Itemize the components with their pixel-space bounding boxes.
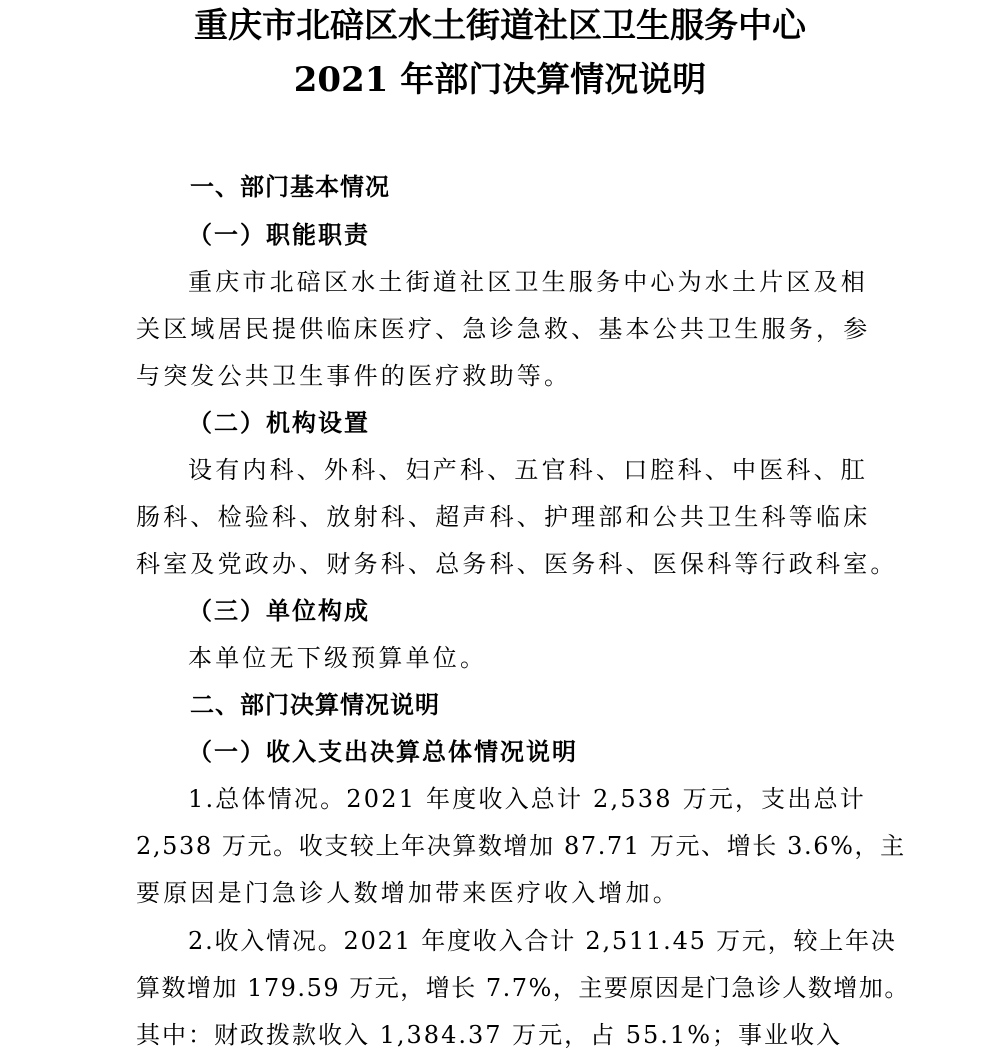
paragraph-line: 关区域居民提供临床医疗、急诊急救、基本公共卫生服务，参 — [136, 315, 871, 343]
paragraph-line: 肠科、检验科、放射科、超声科、护理部和公共卫生科等临床 — [136, 503, 871, 531]
paragraph-line: 要原因是门急诊人数增加带来医疗收入增加。 — [136, 879, 680, 907]
document-title-line-1: 重庆市北碚区水土街道社区卫生服务中心 — [194, 6, 806, 46]
paragraph-line: 本单位无下级预算单位。 — [188, 644, 488, 672]
section-1-3-heading: （三）单位构成 — [188, 596, 370, 625]
paragraph-line: 2.收入情况。2021 年度收入合计 2,511.45 万元，较上年决 — [188, 927, 897, 955]
paragraph-line: 科室及党政办、财务科、总务科、医务科、医保科等行政科室。 — [136, 550, 898, 578]
document-title-line-2: 2021 年部门决算情况说明 — [293, 60, 707, 100]
paragraph-line: 算数增加 179.59 万元，增长 7.7%，主要原因是门急诊人数增加。 — [136, 974, 910, 1002]
paragraph-line: 与突发公共卫生事件的医疗救助等。 — [136, 362, 572, 390]
section-2-1-heading: （一）收入支出决算总体情况说明 — [188, 737, 578, 766]
section-1-2-heading: （二）机构设置 — [188, 408, 370, 437]
section-1-1-heading: （一）职能职责 — [188, 220, 370, 249]
paragraph-line: 重庆市北碚区水土街道社区卫生服务中心为水土片区及相 — [188, 268, 868, 296]
paragraph-line: 设有内科、外科、妇产科、五官科、口腔科、中医科、肛 — [188, 456, 868, 484]
paragraph-line: 2,538 万元。收支较上年决算数增加 87.71 万元、增长 3.6%，主 — [136, 832, 906, 860]
paragraph-line: 1.总体情况。2021 年度收入总计 2,538 万元，支出总计 — [188, 785, 866, 813]
paragraph-line: 其中：财政拨款收入 1,384.37 万元，占 55.1%；事业收入 — [136, 1021, 843, 1049]
section-1-heading: 一、部门基本情况 — [190, 173, 390, 201]
section-2-heading: 二、部门决算情况说明 — [190, 691, 440, 719]
